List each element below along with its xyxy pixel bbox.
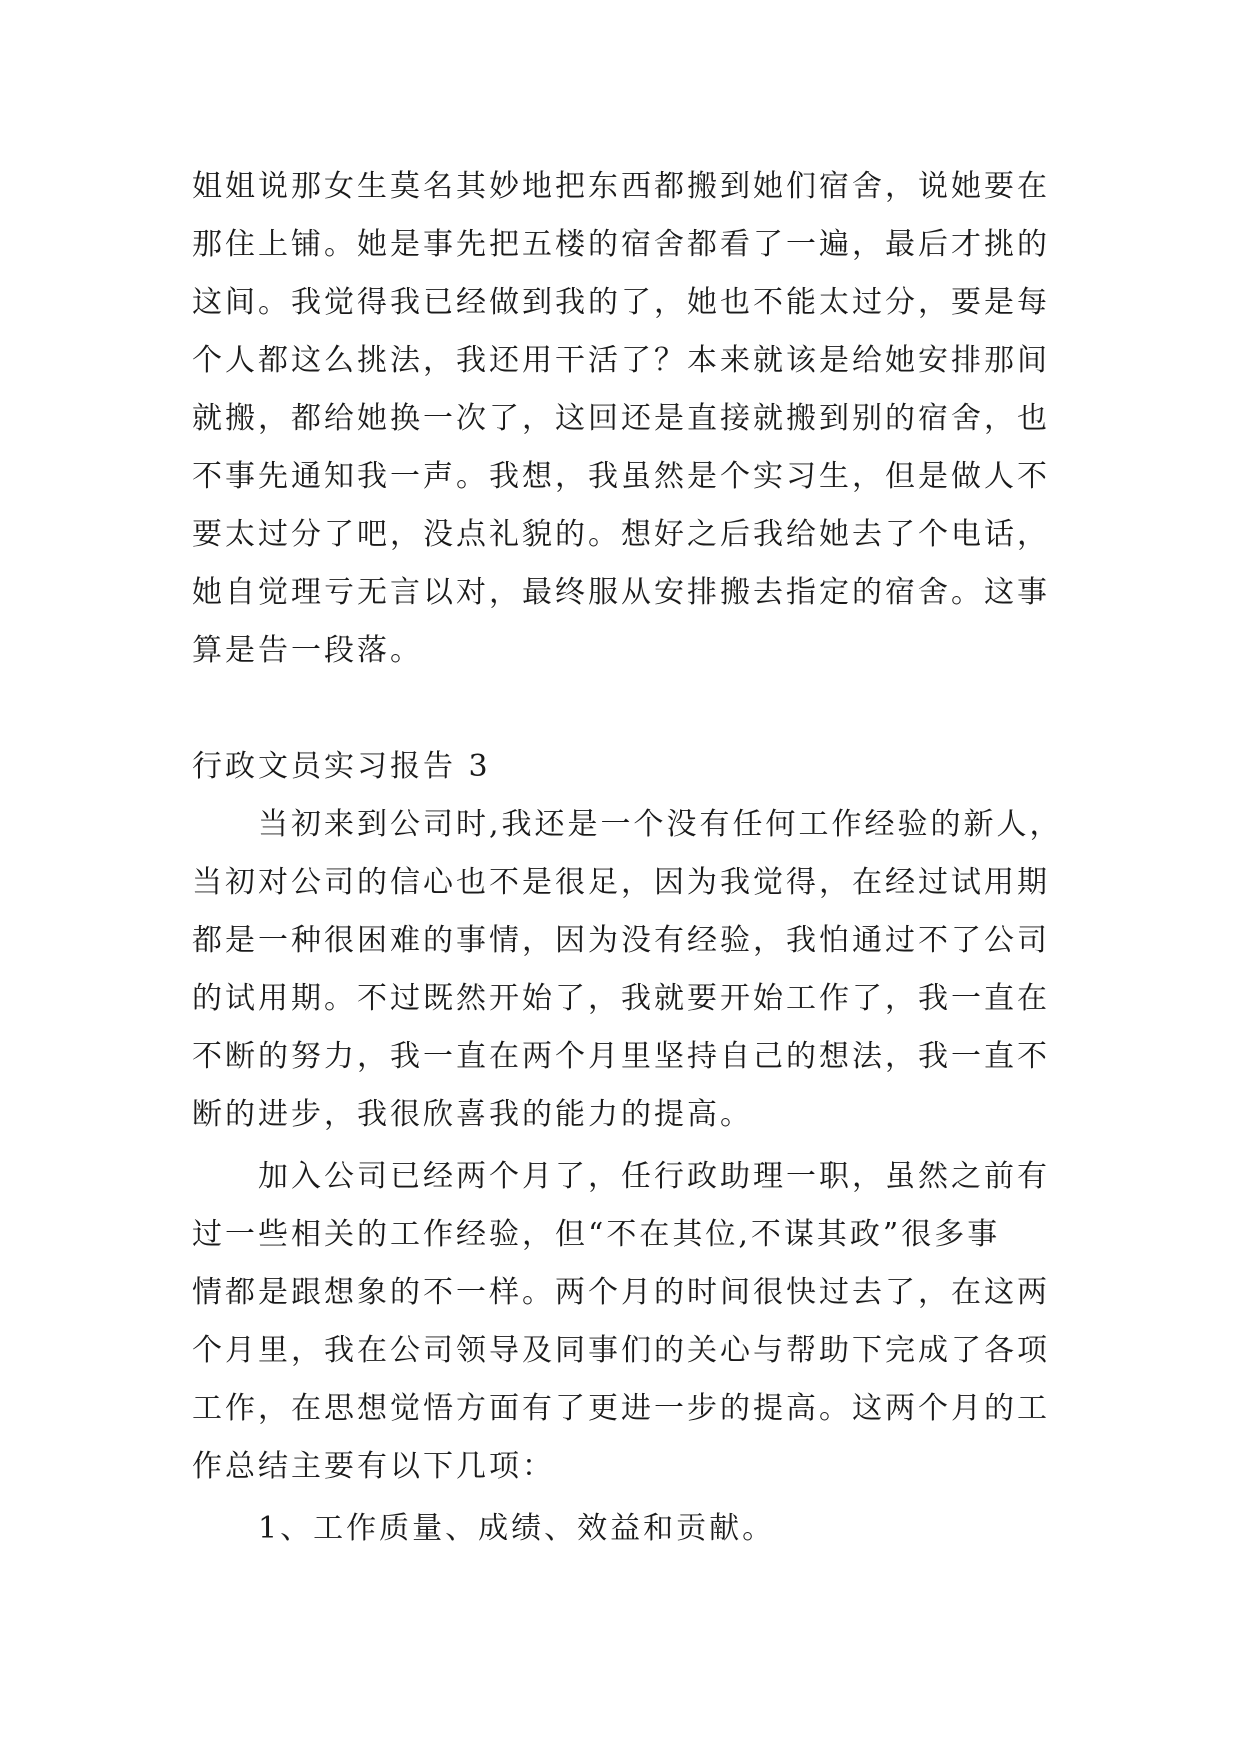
text-line: 的试用期。不过既然开始了，我就要开始工作了，我一直在 — [192, 981, 1050, 1016]
text-line: 算是告一段落。 — [192, 633, 423, 668]
text-line: 当初来到公司时,我还是一个没有任何工作经验的新人， — [258, 807, 1063, 842]
list-item: 1、工作质量、成绩、效益和贡献。 — [258, 1511, 776, 1546]
paragraph-1 — [192, 796, 1063, 1144]
text-line: 断的进步，我很欣喜我的能力的提高。 — [192, 1097, 753, 1132]
text-line: 当初对公司的信心也不是很足，因为我觉得，在经过试用期 — [192, 865, 1050, 900]
text-line: 不断的努力，我一直在两个月里坚持自己的想法，我一直不 — [192, 1039, 1050, 1074]
text-line: 工作，在思想觉悟方面有了更进一步的提高。这两个月的工 — [192, 1391, 1050, 1426]
text-line: 她自觉理亏无言以对，最终服从安排搬去指定的宿舍。这事 — [192, 575, 1050, 610]
text-line: 不事先通知我一声。我想，我虽然是个实习生，但是做人不 — [192, 459, 1050, 494]
text-line: 姐姐说那女生莫名其妙地把东西都搬到她们宿舍，说她要在 — [192, 169, 1050, 204]
report-section — [192, 738, 1063, 1558]
text-line: 都是一种很困难的事情，因为没有经验，我怕通过不了公司 — [192, 923, 1050, 958]
text-line: 个人都这么挑法，我还用干活了？本来就该是给她安排那间 — [192, 343, 1050, 378]
text-line: 情都是跟想象的不一样。两个月的时间很快过去了，在这两 — [192, 1275, 1050, 1310]
text-line: 要太过分了吧，没点礼貌的。想好之后我给她去了个电话， — [192, 517, 1050, 552]
continuation-paragraph — [192, 158, 1052, 680]
text-line: 过一些相关的工作经验，但“不在其位,不谋其政”很多事 — [192, 1217, 1001, 1252]
paragraph-2 — [192, 1148, 1052, 1496]
text-line: 个月里，我在公司领导及同事们的关心与帮助下完成了各项 — [192, 1333, 1050, 1368]
text-line: 那住上铺。她是事先把五楼的宿舍都看了一遍，最后才挑的 — [192, 227, 1050, 262]
text-line: 加入公司已经两个月了，任行政助理一职，虽然之前有 — [258, 1159, 1050, 1194]
section-title: 行政文员实习报告 3 — [192, 749, 491, 784]
text-line: 这间。我觉得我已经做到我的了，她也不能太过分，要是每 — [192, 285, 1050, 320]
text-line: 作总结主要有以下几项： — [192, 1449, 555, 1484]
text-line: 就搬，都给她换一次了，这回还是直接就搬到别的宿舍，也 — [192, 401, 1050, 436]
